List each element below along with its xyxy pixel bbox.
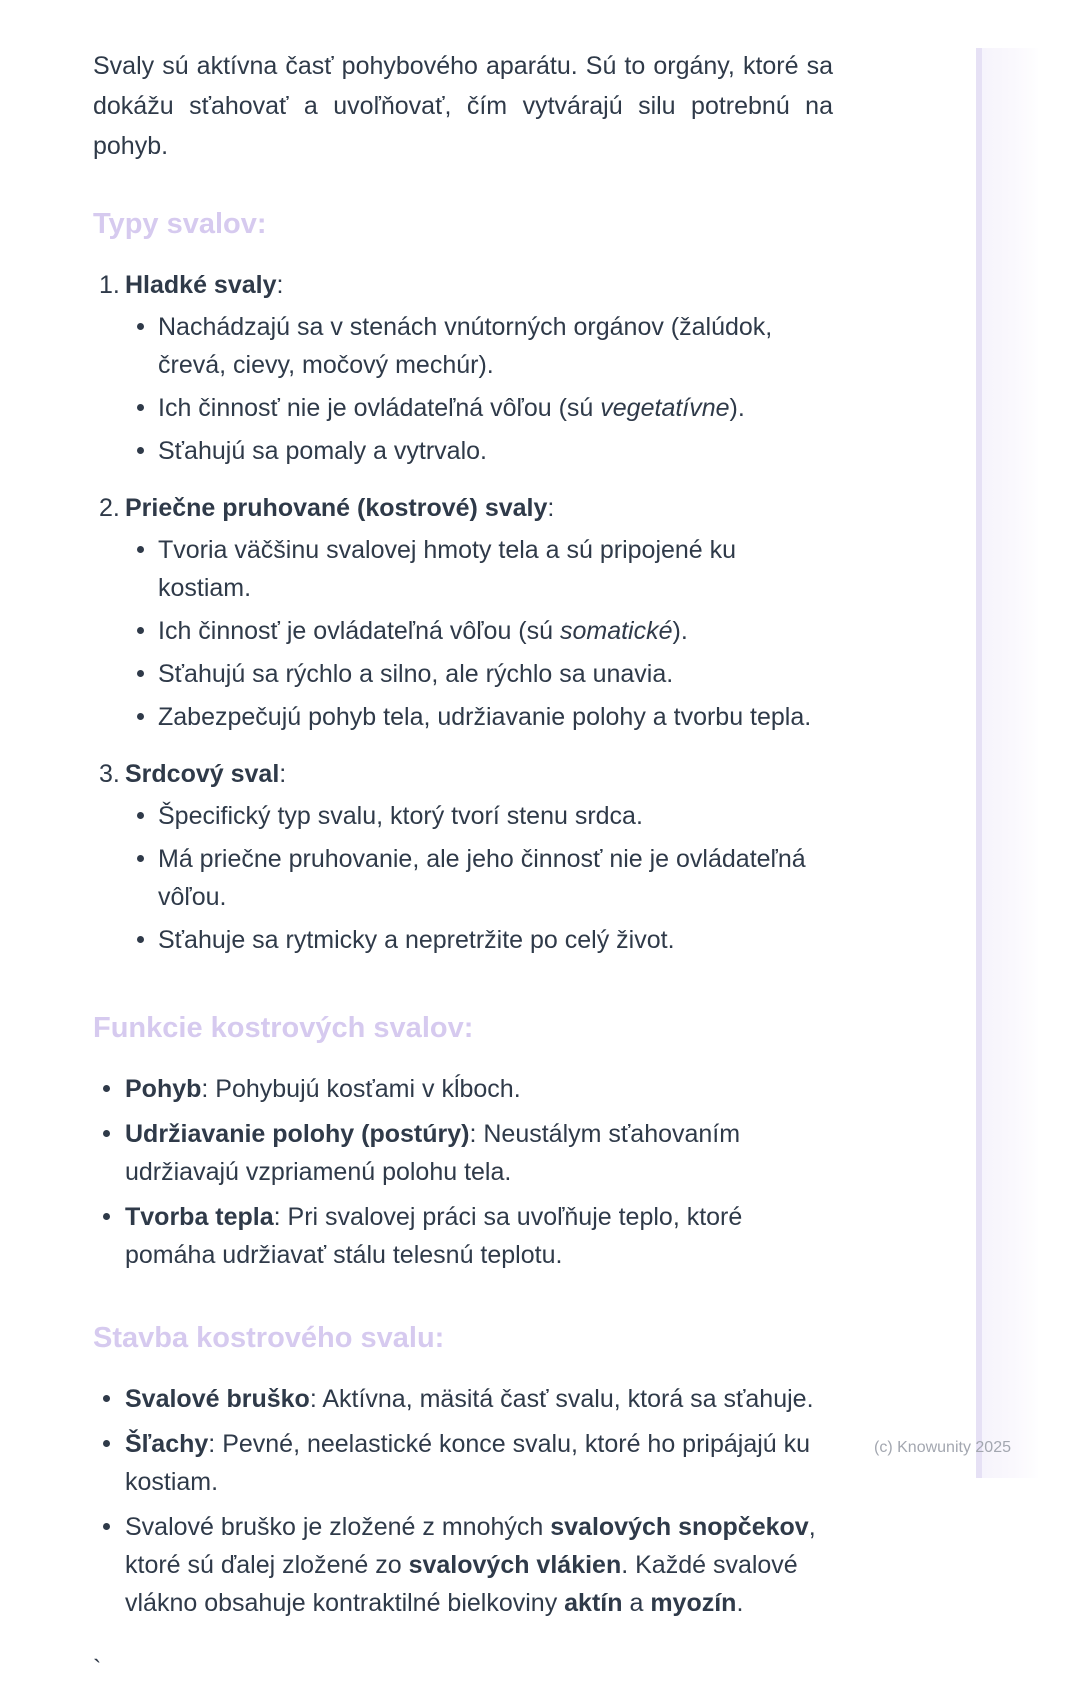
bullet-text-bold: Udržiavanie polohy (postúry) (125, 1120, 470, 1148)
right-edge-stripe (976, 48, 1038, 1478)
bullet-text: . Každé svalové vlákno obsahuje kontraktilné bielkoviny (125, 1551, 798, 1617)
bullet-text-bold: Svalové bruško (125, 1385, 310, 1413)
item-term: Hladké svaly (125, 271, 277, 299)
bullet-item (125, 308, 833, 384)
bullet-text: Ich činnosť je ovládateľná vôľou (sú (158, 617, 560, 645)
bullet-text: Sťahuje sa rytmicky a nepretržite po celý život. (158, 926, 675, 954)
bullet-text-bold: svalových vlákien (408, 1551, 622, 1579)
bullet-item (93, 1425, 833, 1501)
bullet-text: ). (672, 617, 688, 645)
funkcie-bullet-list (93, 1070, 833, 1274)
bullet-text-italic: somatické (559, 617, 673, 645)
stavba-bullet-list (93, 1380, 833, 1622)
sub-bullet-list (125, 797, 833, 959)
item-term: Priečne pruhované (kostrové) svaly (125, 494, 548, 522)
bullet-item (125, 797, 833, 835)
intro-paragraph: Svaly sú aktívna časť pohybového aparátu. Sú to orgány, ktoré sa dokážu sťahovať a uvoľňovať, čím vytvárajú silu potrebnú na pohyb. (93, 52, 833, 160)
bullet-text: ). (729, 394, 745, 422)
bullet-text-bold: Pohyb (125, 1075, 202, 1103)
bullet-item (93, 1115, 833, 1191)
stray-backtick-mark: ` (93, 1655, 102, 1683)
bullet-text: Sťahujú sa rýchlo a silno, ale rýchlo sa unavia. (158, 660, 674, 688)
bullet-text: Svalové bruško je zložené z mnohých (125, 1513, 551, 1541)
numbered-item-hladke-svaly (93, 266, 833, 475)
section-title-stavba: Stavba kostrového svalu: (93, 1322, 445, 1354)
bullet-text-bold: Šľachy (125, 1430, 209, 1458)
section-title-typy-svalov: Typy svalov: (93, 208, 267, 240)
item-term-colon: : (547, 494, 555, 522)
bullet-text-bold: myozín (650, 1589, 737, 1617)
sub-bullet-list (125, 531, 833, 736)
copyright-footer: (c) Knowunity 2025 (874, 1439, 1011, 1456)
bullet-item (125, 612, 833, 650)
document-content (93, 46, 833, 1688)
bullet-item (125, 840, 833, 916)
item-term-colon: : (276, 271, 284, 299)
item-term-line (125, 755, 833, 793)
bullet-text: Ich činnosť nie je ovládateľná vôľou (sú (158, 394, 601, 422)
item-number: 2. (99, 494, 120, 522)
bullet-text: . (736, 1589, 744, 1617)
sub-bullet-list (125, 308, 833, 470)
bullet-item (125, 389, 833, 427)
bullet-item (93, 1508, 833, 1622)
bullet-text: : Pohybujú kosťami v kĺboch. (201, 1075, 521, 1103)
bullet-text: a (622, 1589, 651, 1617)
item-body (125, 755, 833, 964)
bullet-text-bold: Tvorba tepla (125, 1203, 274, 1231)
bullet-text: , ktoré sú ďalej zložené zo (125, 1513, 816, 1579)
bullet-text-italic: vegetatívne (600, 394, 730, 422)
bullet-text-bold: aktín (564, 1589, 623, 1617)
bullet-text: Nachádzajú sa v stenách vnútorných orgánov (žalúdok, črevá, cievy, močový mechúr). (158, 313, 773, 379)
numbered-item-priecne-pruhovane-svaly (93, 489, 833, 741)
bullet-item (93, 1198, 833, 1274)
item-body (125, 489, 833, 741)
bullet-text: : Neustálym sťahovaním udržiavajú vzpriamenú polohu tela. (125, 1120, 741, 1186)
bullet-text: : Pri svalovej práci sa uvoľňuje teplo, ktoré pomáha udržiavať stálu telesnú teplotu. (125, 1203, 743, 1269)
item-term-line (125, 266, 833, 304)
numbered-item-srdcovy-sval (93, 755, 833, 964)
bullet-text: Má priečne pruhovanie, ale jeho činnosť nie je ovládateľná vôľou. (158, 845, 806, 911)
item-term-colon: : (279, 760, 287, 788)
bullet-item (125, 531, 833, 607)
bullet-text: : Pevné, neelastické konce svalu, ktoré ho pripájajú ku kostiam. (125, 1430, 811, 1496)
bullet-item (93, 1380, 833, 1418)
bullet-text: : Aktívna, mäsitá časť svalu, ktorá sa sťahuje. (309, 1385, 814, 1413)
item-number: 1. (99, 271, 120, 299)
bullet-item (125, 921, 833, 959)
bullet-item (93, 1070, 833, 1108)
bullet-text: Špecifický typ svalu, ktorý tvorí stenu srdca. (158, 802, 643, 830)
bullet-text: Sťahujú sa pomaly a vytrvalo. (158, 437, 487, 465)
bullet-item (125, 698, 833, 736)
bullet-text: Tvoria väčšinu svalovej hmoty tela a sú pripojené ku kostiam. (158, 536, 737, 602)
bullet-text-bold: svalových snopčekov (550, 1513, 809, 1541)
section-title-funkcie: Funkcie kostrových svalov: (93, 1012, 474, 1044)
item-term-line (125, 489, 833, 527)
bullet-item (125, 432, 833, 470)
item-number: 3. (99, 760, 120, 788)
item-term: Srdcový sval (125, 760, 280, 788)
bullet-item (125, 655, 833, 693)
bullet-text: Zabezpečujú pohyb tela, udržiavanie polohy a tvorbu tepla. (158, 703, 812, 731)
item-body (125, 266, 833, 475)
